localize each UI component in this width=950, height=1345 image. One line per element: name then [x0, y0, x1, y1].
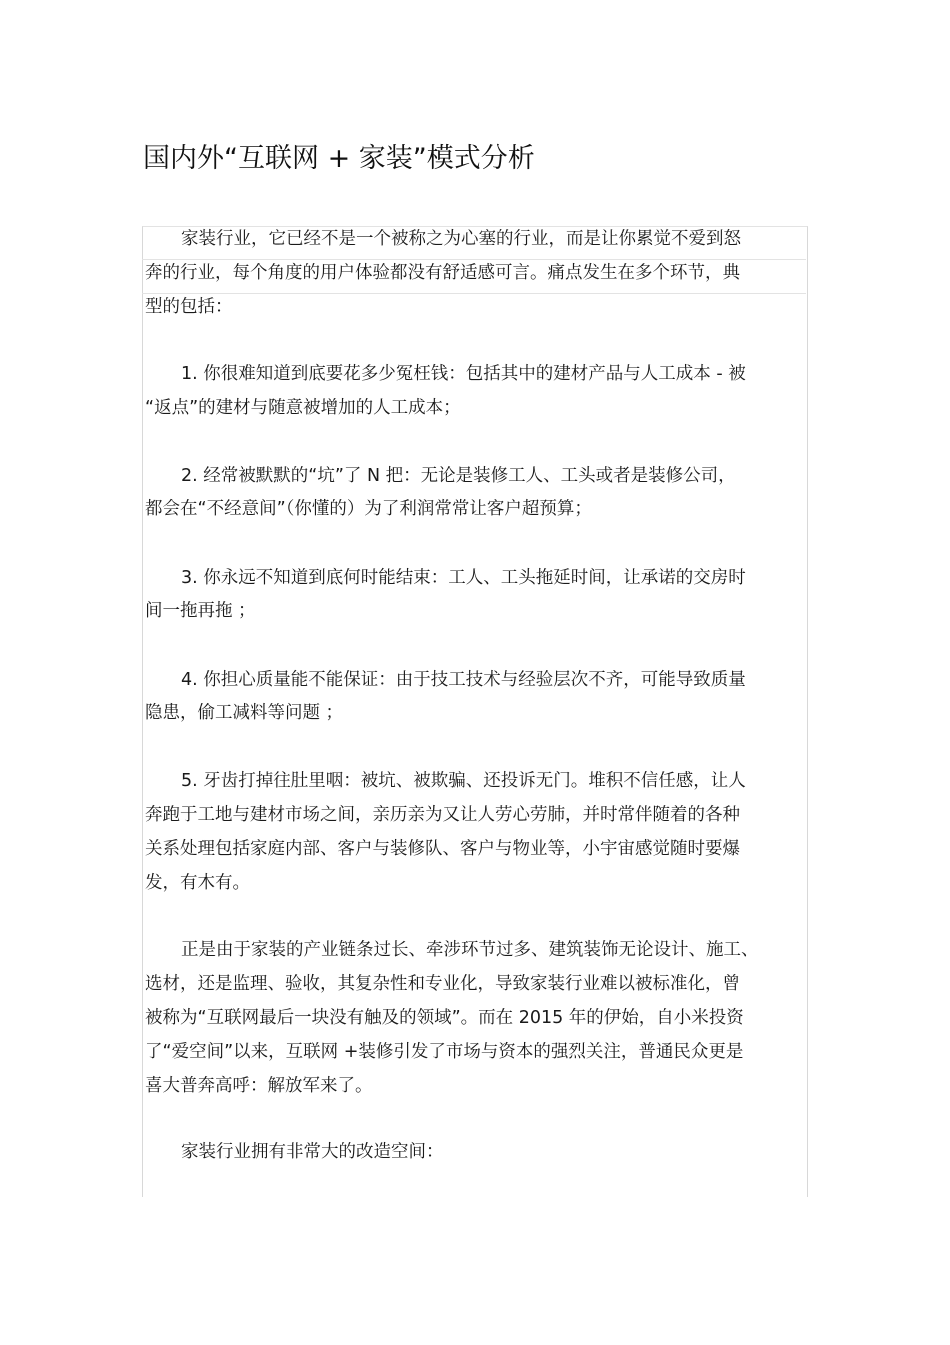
paragraph-line: 家装行业拥有非常大的改造空间： — [181, 1142, 444, 1162]
paragraph-line: 奔的行业，每个角度的用户体验都没有舒适感可言。痛点发生在多个环节，典 — [145, 263, 740, 283]
list-item-line: 4. 你担心质量能不能保证：由于技工技术与经验层次不齐，可能导致质量 — [181, 670, 746, 690]
frame-divider — [142, 293, 806, 294]
paragraph-line: 被称为“互联网最后一块没有触及的领域”。而在 2015 年的伊始，自小米投资 — [145, 1008, 744, 1028]
paragraph-line: 喜大普奔高呼：解放军来了。 — [145, 1076, 373, 1096]
paragraph-line: 选材，还是监理、验收，其复杂性和专业化，导致家装行业难以被标准化，曾 — [145, 974, 740, 994]
paragraph-line: 家装行业，它已经不是一个被称之为心塞的行业，而是让你累觉不爱到怒 — [181, 229, 741, 249]
paragraph-line: 型的包括： — [145, 297, 233, 317]
list-item-line: 关系处理包括家庭内部、客户与装修队、客户与物业等，小宇宙感觉随时要爆 — [145, 839, 740, 859]
list-item-line: 都会在“不经意间”（你懂的）为了利润常常让客户超预算； — [145, 499, 592, 519]
list-item-line: 间一拖再拖 ； — [145, 601, 256, 621]
list-item-line: 5. 牙齿打掉往肚里咽：被坑、被欺骗、还投诉无门。堆积不信任感，让人 — [181, 771, 746, 791]
paragraph-line: 正是由于家装的产业链条过长、牵涉环节过多、建筑装饰无论设计、施工、 — [181, 940, 759, 960]
paragraph-line: 了“爱空间”以来，互联网 +装修引发了市场与资本的强烈关注，普通民众更是 — [145, 1042, 744, 1062]
list-item-line: 2. 经常被默默的“坑”了 N 把：无论是装修工人、工头或者是装修公司， — [181, 466, 736, 486]
frame-divider — [142, 259, 806, 260]
list-item-line: “返点”的建材与随意被增加的人工成本； — [145, 398, 461, 418]
list-item-line: 3. 你永远不知道到底何时能结束：工人、工头拖延时间，让承诺的交房时 — [181, 568, 746, 588]
list-item-line: 发，有木有。 — [145, 873, 250, 893]
list-item-line: 1. 你很难知道到底要花多少冤枉钱：包括其中的建材产品与人工成本 - 被 — [181, 364, 746, 384]
list-item-line: 奔跑于工地与建材市场之间，亲历亲为又让人劳心劳肺，并时常伴随着的各种 — [145, 805, 740, 825]
document-title: 国内外“互联网 + 家装”模式分析 — [143, 143, 535, 174]
list-item-line: 隐患，偷工减料等问题 ； — [145, 703, 344, 723]
